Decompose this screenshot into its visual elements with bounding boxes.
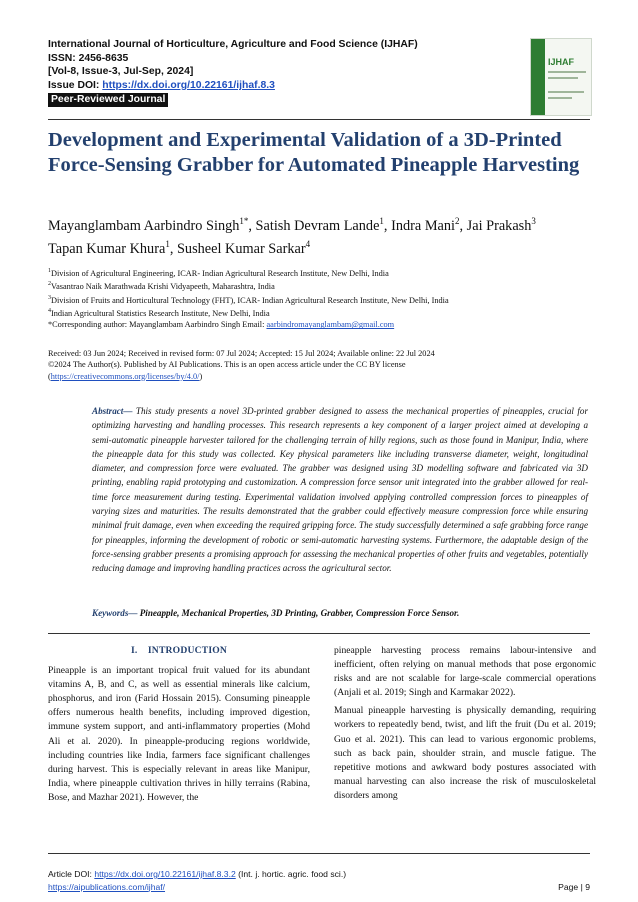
affiliations <box>48 266 608 331</box>
page-footer <box>48 868 590 893</box>
citation: (Int. j. hortic. agric. food sci.) <box>235 869 347 879</box>
license-open-paren: ( <box>48 371 51 381</box>
abstract-label: Abstract— <box>92 406 133 416</box>
affiliation-text: Indian Agricultural Statistics Research Institute, New Delhi, India <box>51 308 270 318</box>
journal-header <box>48 38 418 107</box>
keywords-text: Pineapple, Mechanical Properties, 3D Printing, Grabber, Compression Force Sensor. <box>137 608 460 618</box>
corresponding-author <box>48 319 608 331</box>
dates-history: Received: 03 Jun 2024; Received in revised form: 07 Jul 2024; Accepted: 15 Jul 2024; Available online: 22 Jul 2024 <box>48 349 435 358</box>
cover-brand: IJHAF <box>548 57 575 67</box>
author-separator: , <box>169 241 177 258</box>
author-name: Susheel Kumar Sarkar <box>176 241 306 258</box>
author-affiliation-mark: 2 <box>455 216 460 226</box>
paper-title: Development and Experimental Validation of a 3D-Printed Force-Sensing Grabber for Automated Pineapple Harvesting <box>48 129 580 176</box>
affiliation-text: Division of Agricultural Engineering, ICAR- Indian Agricultural Research Institute, New Delhi, India <box>51 268 389 278</box>
section-heading: I. INTRODUCTION <box>130 645 228 656</box>
license-link[interactable]: https://creativecommons.org/licenses/by/4.0/ <box>50 371 200 381</box>
corresponding-label: *Corresponding author: Mayanglambam Aarbindro Singh Email: <box>48 320 267 330</box>
affiliation-number: 1 <box>48 268 51 274</box>
affiliation-text: Division of Fruits and Horticultural Technology (FHT), ICAR- Indian Agricultural Research Institute, New Delhi, India <box>51 295 449 305</box>
affiliation-number: 2 <box>48 281 51 288</box>
page-number: Page | 9 <box>558 881 590 892</box>
author-name: Satish Devram Lande <box>255 217 380 234</box>
affiliation <box>48 306 608 319</box>
author-name: Mayanglambam Aarbindro Singh <box>48 217 240 234</box>
license-close-paren: ) <box>199 371 203 381</box>
author-separator: , <box>248 217 256 234</box>
affiliation <box>48 279 608 292</box>
body-paragraph: Manual pineapple harvesting is physically demanding, requiring workers to repeatedly bend, twist, and lift the fruit (Du et al. 2019; Guo et al. 2021). This can lead to various ergonomic problems, such as back pain, shoulder strain, and muscle fatigue. The repetitive motions and awkward body postures associated with manual harvesting can also increase the risk of musculoskeletal disorders among <box>334 705 596 801</box>
author-name: Jai Prakash <box>466 217 532 234</box>
affiliation <box>48 293 608 306</box>
journal-site-link[interactable]: https://aipublications.com/ijhaf/ <box>48 881 166 892</box>
cover-line <box>548 77 578 79</box>
article-doi-label: Article DOI: <box>48 869 95 879</box>
cover-line <box>548 71 586 73</box>
cover-band <box>531 39 545 115</box>
footer-rule <box>48 853 590 854</box>
article-doi <box>48 868 590 881</box>
footer-line-2 <box>48 881 590 894</box>
journal-volume: [Vol-8, Issue-3, Jul-Sep, 2024] <box>48 66 194 78</box>
right-paragraphs <box>334 644 596 803</box>
cover-line <box>548 91 584 93</box>
affiliation-number: 4 <box>48 308 51 315</box>
left-paragraphs <box>48 664 310 805</box>
cover-line <box>548 97 572 99</box>
journal-issn: ISSN: 2456-8635 <box>48 52 129 64</box>
journal-cover-image <box>530 38 592 116</box>
abstract-text: This study presents a novel 3D-printed grabber designed to assess the mechanical properties of pineapples, crucial for optimizing harvesting and handling processes. This research represents a key component of a larger project aimed at developing a semi-automatic pineapple harvester tailored for the challenging terrain of hilly regions, such as those found in Manipur, India, where the pineapple data for this study was collected. Key physical parameters like including transverse diameter, weight, longitudinal diameter, and compression force were evaluated. The grabber was designed using 3D modelling software and fabricated via 3D printing, enabling rapid prototyping and customization. A compression force sensor unit integrated into the grabber allowed for real-time force measurement during testing. Experimental validation involved applying controlled compression forces to pineapples of varying sizes and maturities. The results demonstrated that the grabber could effectively measure compression force while ensuring minimal fruit damage, even when exceeding the required gripping force. The study successfully determined a safe grabbing force range for pineapples, informing the development of robotic or semi-automatic harvesting systems. Furthermore, the adaptable design of the force-sensing grabber presents a promising approach for assessing the mechanical properties of other fruits and vegetables, potentially reducing damage and improving handling practices across the agricultural sector. <box>92 406 588 574</box>
author-separator: , <box>459 217 467 234</box>
affiliation-text: Vasantrao Naik Marathwada Krishi Vidyapeeth, Maharashtra, India <box>51 282 275 292</box>
author-affiliation-mark: 1 <box>379 216 384 226</box>
journal-name: International Journal of Horticulture, Agriculture and Food Science (IJHAF) <box>48 39 418 50</box>
author-affiliation-mark: 1 <box>165 239 170 250</box>
author-name: Tapan Kumar Khura <box>48 241 166 258</box>
issue-doi-label: Issue DOI: <box>48 79 103 91</box>
author-affiliation-mark: 1* <box>239 216 249 226</box>
corresponding-email-link[interactable]: aarbindromayanglambam@gmail.com <box>266 320 395 330</box>
affiliation-number: 3 <box>48 294 51 301</box>
issue-doi-link[interactable]: https://dx.doi.org/10.22161/ijhaf.8.3 <box>102 79 275 91</box>
header-rule <box>48 119 590 120</box>
article-doi-link[interactable]: https://dx.doi.org/10.22161/ijhaf.8.3.2 <box>94 869 236 879</box>
body-paragraph: pineapple harvesting process remains labour-intensive and inefficient, often relying on manual methods that pose ergonomic risks and are not scalable for large-scale commercial operations (Anjali et al. 2019; Singh and Karmakar 2022). <box>334 645 596 699</box>
article-history <box>48 348 608 382</box>
license-text: ©2024 The Author(s). Published by AI Publications. This is an open access article under the CC BY license <box>48 360 406 370</box>
author-list <box>48 212 596 259</box>
author-name: Indra Mani <box>391 217 455 234</box>
right-column <box>334 644 596 807</box>
affiliation <box>48 266 608 279</box>
issue-doi <box>48 79 418 93</box>
keywords-label: Keywords— <box>92 608 138 618</box>
peer-review-badge: Peer-Reviewed Journal <box>48 93 168 107</box>
keywords <box>92 608 588 618</box>
author-affiliation-mark: 4 <box>305 239 311 250</box>
affiliation-list <box>48 266 608 319</box>
author-separator: , <box>383 217 392 234</box>
abstract <box>92 404 588 576</box>
license-line <box>48 371 608 382</box>
body-paragraph: Pineapple is an important tropical fruit valued for its abundant vitamins A, B, and C, as well as essential minerals like calcium, phosphorus, and iron (Farid Hossain 2015). Consuming pineapple offers numerous health benefits, including improved digestion, immune system support, and anti-inflammatory properties (Mohd Ali et al. 2020). In pineapple-producing regions worldwide, including countries like India, farmers face significant challenges during harvest. This is especially relevant in areas like Manipur, India, where pineapple cultivation thrives in hilly terrains (Rabina, Bose, and Mazhar 2021). However, the <box>48 665 310 803</box>
left-column <box>48 644 310 809</box>
author-affiliation-mark: 3 <box>531 216 536 226</box>
section-rule <box>48 633 590 634</box>
